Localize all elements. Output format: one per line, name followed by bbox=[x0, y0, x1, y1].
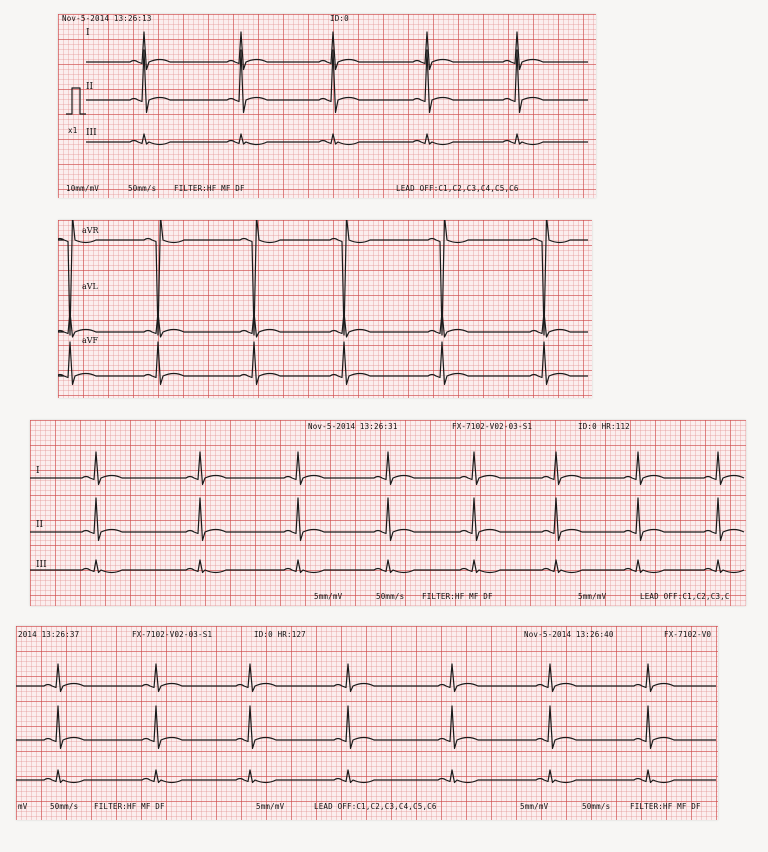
strip4-device-right: FX-7102-V0 bbox=[664, 630, 712, 639]
ecg-strip-2 bbox=[58, 220, 592, 398]
strip4-id-hr: ID:0 HR:127 bbox=[254, 630, 306, 639]
trace-lead-aVL bbox=[58, 312, 588, 337]
strip3-footer-speed: 50mm/s bbox=[376, 592, 405, 601]
strip4-footer-filter-2: FILTER:HF MF DF bbox=[630, 802, 701, 811]
ecg-strip-2-traces bbox=[58, 220, 592, 398]
ecg-strip-4-traces bbox=[16, 626, 718, 820]
strip4-footer-unit: mV bbox=[18, 802, 28, 811]
strip3-device: FX-7102-V02-03-S1 bbox=[452, 422, 533, 431]
strip4-timestamp-left: 2014 13:26:37 bbox=[18, 630, 80, 639]
strip4-footer-sensitivity: 5mm/mV bbox=[256, 802, 285, 811]
strip2-lead-aVL: aVL bbox=[82, 282, 98, 291]
strip4-device-left: FX-7102-V02-03-S1 bbox=[132, 630, 213, 639]
strip3-footer-sensitivity-1: 5mm/mV bbox=[314, 592, 343, 601]
calibration-pulse bbox=[66, 88, 86, 114]
trace-lead-I bbox=[86, 32, 588, 70]
strip1-footer-speed: 50mm/s bbox=[128, 184, 157, 193]
strip3-footer-sensitivity-2: 5mm/mV bbox=[578, 592, 607, 601]
trace-lead-II bbox=[30, 498, 744, 541]
trace-lead-I bbox=[16, 664, 716, 692]
strip1-timestamp: Nov-5-2014 13:26:13 bbox=[62, 14, 152, 23]
strip3-lead-I: I bbox=[36, 466, 40, 476]
strip1-lead-I: I bbox=[86, 28, 90, 38]
strip1-footer-leadoff: LEAD OFF:C1,C2,C3,C4,C5,C6 bbox=[396, 184, 519, 193]
trace-lead-aVF bbox=[58, 342, 588, 385]
strip4-footer-filter: FILTER:HF MF DF bbox=[94, 802, 165, 811]
trace-lead-III bbox=[30, 560, 744, 573]
trace-lead-aVR bbox=[58, 220, 588, 335]
strip3-lead-II: II bbox=[36, 520, 44, 530]
strip3-timestamp: Nov-5-2014 13:26:31 bbox=[308, 422, 398, 431]
strip4-footer-leadoff: LEAD OFF:C1,C2,C3,C4,C5,C6 bbox=[314, 802, 437, 811]
ecg-strip-3-traces bbox=[30, 420, 746, 606]
strip4-footer-speed: 50mm/s bbox=[50, 802, 79, 811]
strip1-lead-II: II bbox=[86, 82, 94, 92]
strip1-footer-sensitivity: 10mm/mV bbox=[66, 184, 100, 193]
strip1-footer-filter: FILTER:HF MF DF bbox=[174, 184, 245, 193]
ecg-strip-1 bbox=[58, 14, 596, 198]
ecg-strip-4 bbox=[16, 626, 718, 820]
strip3-footer-leadoff: LEAD OFF:C1,C2,C3,C bbox=[640, 592, 730, 601]
strip4-footer-speed-2: 50mm/s bbox=[582, 802, 611, 811]
ecg-strip-1-traces bbox=[58, 14, 596, 198]
strip4-footer-sensitivity-2: 5mm/mV bbox=[520, 802, 549, 811]
trace-lead-III bbox=[86, 134, 588, 145]
strip3-footer-filter: FILTER:HF MF DF bbox=[422, 592, 493, 601]
strip4-timestamp-right: Nov-5-2014 13:26:40 bbox=[524, 630, 614, 639]
ecg-strip-3 bbox=[30, 420, 746, 606]
strip1-cal-mark: x1 bbox=[68, 126, 78, 135]
trace-lead-III bbox=[16, 770, 716, 783]
strip2-lead-aVF: aVF bbox=[82, 336, 99, 345]
strip1-lead-III: III bbox=[86, 128, 97, 138]
strip3-lead-III: III bbox=[36, 560, 47, 570]
trace-lead-II bbox=[16, 706, 716, 749]
strip3-id-hr: ID:0 HR:112 bbox=[578, 422, 630, 431]
strip1-id: ID:0 bbox=[330, 14, 349, 23]
strip2-lead-aVR: aVR bbox=[82, 226, 99, 235]
trace-lead-I bbox=[30, 452, 744, 485]
